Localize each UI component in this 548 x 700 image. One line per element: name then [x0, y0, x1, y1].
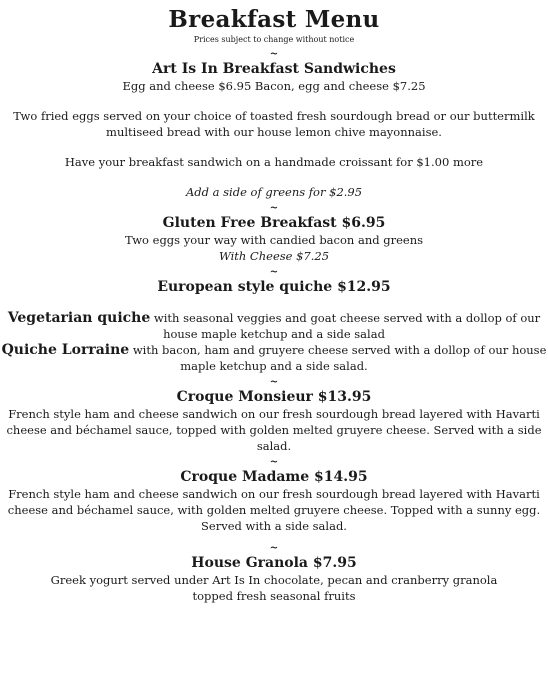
quiche-lorraine-desc: with bacon, ham and gruyere cheese served with a dollop of our house	[129, 343, 547, 357]
sandwiches-prices: Egg and cheese $6.95 Bacon, egg and cheese $7.25	[122, 79, 426, 93]
section-granola	[0, 554, 548, 604]
quiche-lorraine-line2: maple ketchup and a side salad.	[180, 359, 368, 373]
croque-madame-desc2: cheese and béchamel sauce, with golden melted gruyere cheese. Topped with a sunny egg.	[7, 503, 541, 517]
section-quiche	[0, 278, 548, 374]
menu-subtitle: Prices subject to change without notice	[193, 35, 355, 44]
section-sandwiches	[0, 60, 548, 200]
granola-heading: House Granola $7.95	[191, 555, 357, 571]
granola-desc1: Greek yogurt served under Art Is In chocolate, pecan and cranberry granola	[50, 573, 498, 587]
gluten-free-heading: Gluten Free Breakfast $6.95	[162, 215, 386, 231]
section-gluten-free	[0, 214, 548, 264]
sandwiches-desc-line2: multiseed bread with our house lemon chive mayonnaise.	[106, 125, 442, 139]
vegetarian-quiche-name: Vegetarian quiche	[7, 310, 151, 326]
croque-madame-heading: Croque Madame $14.95	[180, 469, 368, 485]
vegetarian-quiche-line2: house maple ketchup and a side salad	[163, 327, 385, 341]
croque-monsieur-desc3: salad.	[256, 439, 292, 453]
vegetarian-quiche-line1	[0, 310, 548, 326]
divider: ~	[269, 49, 279, 60]
gluten-free-desc: Two eggs your way with candied bacon and greens	[124, 233, 424, 247]
granola-desc2: topped fresh seasonal fruits	[192, 589, 356, 603]
quiche-heading: European style quiche $12.95	[157, 279, 391, 295]
greens-option: Add a side of greens for $2.95	[185, 185, 363, 199]
section-croque-monsieur	[0, 388, 548, 454]
sandwiches-desc-line1: Two fried eggs served on your choice of toasted fresh sourdough bread or our buttermilk	[13, 109, 535, 123]
croque-monsieur-desc1: French style ham and cheese sandwich on our fresh sourdough bread layered with Havarti	[8, 407, 540, 421]
divider: ~	[269, 457, 279, 468]
croque-madame-desc1: French style ham and cheese sandwich on our fresh sourdough bread layered with Havarti	[8, 487, 540, 501]
divider: ~	[269, 203, 279, 214]
divider: ~	[269, 267, 279, 278]
sandwiches-heading: Art Is In Breakfast Sandwiches	[152, 61, 396, 77]
quiche-lorraine-line1	[0, 342, 548, 358]
croque-madame-desc3: Served with a side salad.	[201, 519, 347, 533]
menu-title: Breakfast Menu	[168, 6, 380, 33]
vegetarian-quiche-desc: with seasonal veggies and goat cheese served with a dollop of our	[150, 311, 541, 325]
quiche-lorraine-name: Quiche Lorraine	[1, 342, 130, 358]
croissant-option: Have your breakfast sandwich on a handmade croissant for $1.00 more	[64, 155, 484, 169]
gluten-free-cheese: With Cheese $7.25	[218, 249, 330, 263]
section-croque-madame	[0, 468, 548, 534]
croque-monsieur-heading: Croque Monsieur $13.95	[176, 389, 372, 405]
croque-monsieur-desc2: cheese and béchamel sauce, topped with golden melted gruyere cheese. Served with a side	[6, 423, 542, 437]
divider: ~	[269, 543, 279, 554]
divider: ~	[269, 377, 279, 388]
